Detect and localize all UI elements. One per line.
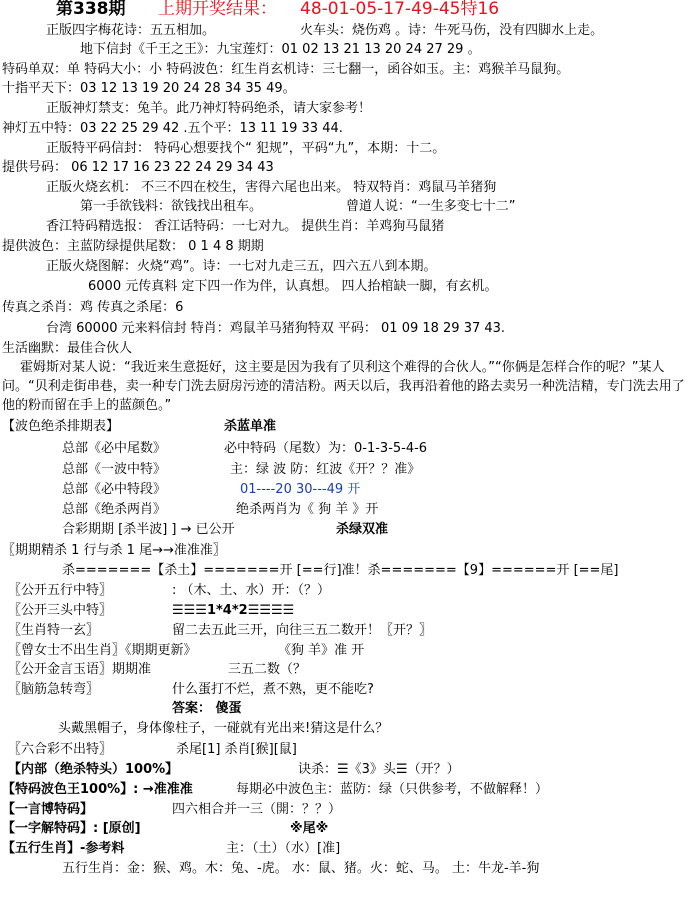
provided-numbers: 提供号码： 06 12 17 16 23 22 24 29 34 43 bbox=[2, 160, 274, 175]
issue-number: 第338期 bbox=[56, 0, 126, 19]
plum-poem: 正版四字梅花诗：五五相加。 bbox=[46, 23, 216, 38]
result-label: 上期开奖结果： bbox=[158, 0, 277, 19]
hq-segment-value: 01----20 30---49 开 bbox=[240, 482, 361, 497]
five-elements-value: : （木、土、水）开：（？） bbox=[172, 583, 331, 598]
five-zodiac-value: 主：（土）（水）[准] bbox=[226, 841, 341, 856]
fax-material: 6000 元传真料 定下四一作为伴，认真想。 四人抬棺缺一脚，有玄机。 bbox=[88, 279, 498, 294]
three-heads-value: ☰☰☰1*4*2☰☰☰☰ bbox=[172, 603, 295, 618]
train-head: 火车头：烧伤鸡 。诗：牛死马伤，没有四脚水上走。 bbox=[300, 23, 604, 38]
kill-row-tail: 〖期期精杀 1 行与杀 1 尾→→准准准〗 bbox=[2, 543, 226, 558]
kill-blue: 杀蓝单准 bbox=[224, 419, 277, 434]
one-char-value: ※尾※ bbox=[290, 821, 329, 836]
hq-kill-label: 总部《绝杀两肖》 bbox=[62, 502, 167, 517]
first-hand: 第一手欲钱料：欲钱找出租车。 bbox=[80, 199, 263, 214]
lamp-five: 神灯五中特：03 22 25 29 42 .五个平：13 11 19 33 44. bbox=[2, 121, 343, 136]
brain-teaser-label: 〖脑筋急转弯〗 bbox=[8, 682, 100, 697]
special-code-props: 特码单双：单 特码大小：小 特码波色：红生肖玄机诗：三七翻一，函谷如玉。主：鸡猴羊马鼠狗。 bbox=[2, 62, 570, 77]
taiwan-envelope: 台湾 60000 元来料信封 特肖：鸡鼠羊马猪狗特双 平码： 01 09 18 29 37 43. bbox=[46, 321, 506, 336]
ten-fingers: 十指平天下：03 12 13 19 20 24 28 34 35 49。 bbox=[2, 81, 296, 96]
riddle-two: 头戴黑帽子，身体像柱子，一碰就有光出来!猜这是什么？ bbox=[58, 721, 389, 736]
five-zodiac-list: 五行生肖：金：猴、鸡。木：兔、-虎。 水：鼠、猪。火：蛇、马。 土：牛龙-羊-狗 bbox=[62, 861, 540, 876]
hq-segment-label: 总部《必中特段》 bbox=[62, 482, 167, 497]
humor-story: 霍姆斯对某人说：“我近来生意挺好，这主要是因为我有了贝利这个难得的合伙人。”“你俩是怎样合作的呢？”某人问。“贝利走街串巷，卖一种专门洗去厨房污迹的清洁粉。两天以后，我再沿着他的路去卖另一种洗洁精，专门洗去用了他的粉而留在手上的蓝颜色。” bbox=[2, 360, 685, 413]
three-heads-label: 〖公开三头中特〗 bbox=[8, 603, 113, 618]
five-zodiac-label: 【五行生肖】-参考料 bbox=[2, 841, 125, 856]
ms-zeng-label: 〖曾女士不出生肖〗《期期更新》 bbox=[8, 643, 197, 658]
one-char-label: 【一字解特码】: [原创] bbox=[2, 821, 141, 836]
fax-kill: 传真之杀肖：鸡 传真之杀尾：6 bbox=[2, 300, 184, 315]
zeng-says: 曾道人说：“一生多变七十二” bbox=[346, 199, 516, 214]
flat-code-envelope: 正版特平码信封： 特码心想要找个“ 犯规”，平码“九”，本期：十二。 bbox=[46, 141, 446, 156]
hk-report: 香江特码精选报： 香江话特码：一七对九。 提供生肖：羊鸡狗马鼠猪 bbox=[46, 219, 445, 234]
wave-color: 提供波色：主蓝防绿提供尾数： 0 1 4 8 期期 bbox=[2, 239, 264, 254]
brain-teaser-answer: 答案： 傻蛋 bbox=[172, 701, 242, 716]
brain-teaser-question: 什么蛋打不烂，煮不熟，更不能吃? bbox=[172, 682, 374, 697]
no-special-value: 杀尾[1] 杀肖[猴][鼠] bbox=[176, 742, 297, 757]
hq-kill-value: 绝杀两肖为《 狗 羊 》开 bbox=[236, 502, 379, 517]
kill-green: 杀绿双准 bbox=[336, 522, 389, 537]
underground-envelope: 地下信封《千王之王》：九宝莲灯：01 02 13 21 13 20 24 27 29 。 bbox=[80, 42, 481, 57]
hq-tail-label: 总部《必中尾数》 bbox=[62, 441, 167, 456]
wave-king-value: 每期必中波色主：蓝防：绿（只供参考，不做解释！） bbox=[236, 782, 549, 797]
hq-wave-label: 总部《一波中特》 bbox=[62, 462, 167, 477]
kill-bar: 杀=======【杀土】=======开 [==行]准！杀=======【9】======开 [==尾] bbox=[62, 563, 619, 578]
wave-king-label: 【特码波色王100%】: →准准准 bbox=[2, 782, 193, 797]
fire-riddle: 正版火烧玄机： 不三不四在校生，害得六尾也出来。 特双特肖：鸡鼠马羊猪狗 bbox=[46, 180, 497, 195]
internal-kill-value: 诀杀：☰《3》头☰（开？） bbox=[298, 762, 460, 777]
one-word-bet-value: 四六相合并一三（開：？？） bbox=[172, 802, 342, 817]
hq-tail-value: 必中特码（尾数）为：0-1-3-5-4-6 bbox=[224, 441, 428, 456]
internal-kill-label: 【内部（绝杀特头）100%】 bbox=[8, 762, 179, 777]
ms-zeng-value: 《狗 羊》准 开 bbox=[278, 643, 365, 658]
result-numbers: 48-01-05-17-49-45特16 bbox=[300, 0, 500, 19]
zodiac-riddle-value: 留二去五此三开，向往三五二数开！〖开？〗 bbox=[172, 623, 433, 638]
fire-picture: 正版火烧图解：火烧“鸡”。诗：一七对九走三五，四六五八到本期。 bbox=[46, 259, 437, 274]
one-word-bet-label: 【一言博特码】 bbox=[2, 802, 94, 817]
humor-title: 生活幽默：最佳合伙人 bbox=[2, 341, 133, 356]
golden-words-value: 三五二数（？ bbox=[228, 662, 307, 677]
lamp-ban: 正版神灯禁支：兔羊。此乃神灯特码绝杀，请大家参考！ bbox=[46, 101, 372, 116]
zodiac-riddle-label: 〖生肖特一玄〗 bbox=[8, 623, 100, 638]
wave-kill-table: 【波色绝杀排期表】 bbox=[2, 419, 120, 434]
hq-wave-value: 主：绿 波 防：红波《开？？准》 bbox=[230, 462, 421, 477]
no-special-label: 〖六合彩不出特〗 bbox=[8, 742, 113, 757]
five-elements-label: 〖公开五行中特〗 bbox=[8, 583, 113, 598]
half-wave: 合彩期期 [杀半波] ] → 已公开 bbox=[62, 522, 235, 537]
golden-words-label: 〖公开金言玉语〗期期准 bbox=[8, 662, 152, 677]
